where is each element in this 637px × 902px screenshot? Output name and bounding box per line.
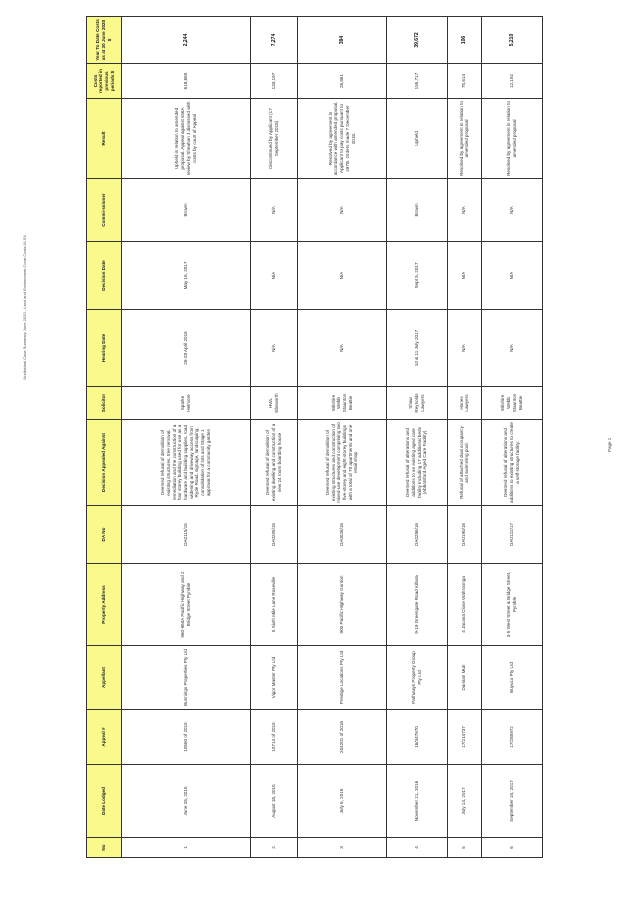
cell-result: Upheld: [386, 99, 447, 179]
cell-decision-appealed: Deemed refusal of alterations and additions to existing structures to create a self-storage facility.: [481, 420, 542, 506]
cell-appellant: Prestige Locations Pty Ltd: [298, 646, 386, 710]
cell-costs-previous: 12,192: [481, 64, 542, 99]
cell-date-lodged: July 6, 2016: [298, 765, 386, 838]
cell-hearing-date: N/A: [298, 310, 386, 387]
cell-solicitor: Hones Lawyers: [447, 387, 481, 420]
cell-ytd-costs: 7,274: [250, 17, 298, 64]
table-row: [122, 17, 251, 858]
cell-date-lodged: August 18, 2015: [250, 765, 298, 838]
header-result: Result: [87, 99, 122, 179]
header-appellant: Appellant: [87, 646, 122, 710]
cell-appellant: Pathways Property Group Pty Ltd: [386, 646, 447, 710]
cell-date-lodged: November 21, 2016: [386, 765, 447, 838]
header-decision-appealed: Decision Appealed Against: [87, 420, 122, 506]
cell-da-no: DA0026/16: [298, 506, 386, 564]
cell-commissioner: Brown: [386, 179, 447, 242]
cell-solicitor: Wilshire Webb Staunton Beattie: [481, 387, 542, 420]
cell-appellant: Damian Muir: [447, 646, 481, 710]
cell-result: Discontinued by Applicant (17 September 2018): [250, 99, 298, 179]
header-date-lodged: Date Lodged: [87, 765, 122, 838]
table-row: [481, 17, 542, 858]
cell-ytd-costs: 5,210: [481, 17, 542, 64]
cell-hearing-date: N/A: [447, 310, 481, 387]
cell-no: 5: [447, 838, 481, 858]
cell-no: 3: [298, 838, 386, 858]
cell-ytd-costs: 106: [447, 17, 481, 64]
cell-appeal: 10560 of 2015: [122, 710, 251, 765]
cell-ytd-costs: 2,244: [122, 17, 251, 64]
cell-decision-date: N/A: [250, 242, 298, 310]
table-row: [250, 17, 298, 858]
rotated-table-container: [86, 19, 543, 858]
cell-property-address: 5 Sixth Mile Lane Roseville: [250, 564, 298, 646]
document-file-header: \\Individual Case Summary June 2020 - Land and Environment Court Costs.XLSX: [22, 235, 27, 380]
cell-costs-previous: 133,197: [250, 64, 298, 99]
cell-result: Resolved by agreement in relation to amended proposal: [481, 99, 542, 179]
cell-commissioner: N/A: [298, 179, 386, 242]
cell-hearing-date: 26-28 April 2016: [122, 310, 251, 387]
cell-no: 4: [386, 838, 447, 858]
cell-appeal: 17/285972: [481, 710, 542, 765]
cell-appeal: 204201 of 2016: [298, 710, 386, 765]
cell-da-no: DA0190/16: [447, 506, 481, 564]
cell-commissioner: N/A: [250, 179, 298, 242]
table-row: [386, 17, 447, 858]
header-da-no: DA No: [87, 506, 122, 564]
cell-result: Resolved by agreement in relation to amended proposal: [447, 99, 481, 179]
cell-costs-previous: 618,660: [122, 64, 251, 99]
table-header-row: [87, 17, 122, 858]
cell-costs-previous: 26,861: [298, 64, 386, 99]
header-hearing-date: Hearing Date: [87, 310, 122, 387]
cell-date-lodged: July 14, 2017: [447, 765, 481, 838]
cell-costs-previous: 75,614: [447, 64, 481, 99]
cell-solicitor: Shaw Reynolds Lawyers: [386, 387, 447, 420]
cell-property-address: 900 Pacific Highway Gordon: [298, 564, 386, 646]
cell-ytd-costs: 394: [298, 17, 386, 64]
cell-appeal: 10714 of 2015: [250, 710, 298, 765]
header-appeal: Appeal #: [87, 710, 122, 765]
cell-decision-appealed: Deemed refusal of demolition of existing structures, tree removal, remediation and the construction of a four storey building used for use as a hardware and building supplies, road widening and driveway access from Ryde Road, signage, landscaping, consolidation of lots and Stage 1 approval for a community garden: [122, 420, 251, 506]
header-property-address: Property Address: [87, 564, 122, 646]
cell-da-no: DA0205/15: [250, 506, 298, 564]
header-costs-previous: Costs reported in previous periods $: [87, 64, 122, 99]
cell-appellant: Buyuco Pty Ltd: [481, 646, 542, 710]
cell-commissioner: N/A: [481, 179, 542, 242]
cell-appellant: Vigor Master Pty Ltd: [250, 646, 298, 710]
cell-result: Resolved by agreement in accordance with amended proposal. Applicant to pay costs pursuant to s97B. Orders made 7 December 2018.: [298, 99, 386, 179]
header-decision-date: Decision Date: [87, 242, 122, 310]
cell-solicitor: Wilshire Webb Staunton Beattie: [298, 387, 386, 420]
header-commissioner: Commi-ssioner: [87, 179, 122, 242]
header-ytd-costs: Year To Date Costs as at 30 June 2020 $: [87, 17, 122, 64]
cell-da-no: DA0122/17: [481, 506, 542, 564]
page-number: Page 1: [607, 437, 612, 452]
cell-no: 1: [122, 838, 251, 858]
table-row: [447, 17, 481, 858]
cell-result: Upheld in relation to amended proposal. Appeal against s56A review by Sheahan J dismissed with costs by court of Appeal: [122, 99, 251, 179]
cell-date-lodged: June 26, 2015: [122, 765, 251, 838]
cell-decision-date: May 16, 2017: [122, 242, 251, 310]
cell-hearing-date: N/A: [481, 310, 542, 387]
cell-ytd-costs: 39,672: [386, 17, 447, 64]
cell-commissioner: Brown: [122, 179, 251, 242]
table-row: [298, 17, 386, 858]
cell-property-address: 960-960A Pacific Highway and 2 Bridge Street Pymble: [122, 564, 251, 646]
cell-decision-date: N/A: [298, 242, 386, 310]
cell-da-no: DA0115/15: [122, 506, 251, 564]
cell-appellant: Bunnings Properties Pty Ltd: [122, 646, 251, 710]
cell-decision-date: Sept 5, 2017: [386, 242, 447, 310]
cell-decision-date: N/A: [447, 242, 481, 310]
cell-no: 6: [481, 838, 542, 858]
cell-decision-date: N/A: [481, 242, 542, 310]
cell-decision-appealed: Deemed refusal of demolition of existing structures and construction of mixed-use development comprising two five-storey and eight-storey buildings with a total of 70 apartments and one retail shop: [298, 420, 386, 506]
cell-costs-previous: 155,717: [386, 64, 447, 99]
cell-appeal: 16/347670: [386, 710, 447, 765]
cell-hearing-date: 10 & 11 July 2017: [386, 310, 447, 387]
cell-solicitor: Sparke Helmore: [122, 387, 251, 420]
cell-property-address: 3-5 West Street & Bridge Street, Pymble: [481, 564, 542, 646]
case-summary-table: [86, 16, 543, 858]
cell-solicitor: HWL Ebsworth: [250, 387, 298, 420]
cell-commissioner: N/A: [447, 179, 481, 242]
header-no: No: [87, 838, 122, 858]
cell-decision-appealed: Deemed refusal of demolition of existing dwelling and construction of a new 24 room boarding house: [250, 420, 298, 506]
cell-property-address: 4 Jacana Close Wahroonga: [447, 564, 481, 646]
cell-decision-appealed: Deemed refusal of alterations and additions to an existing aged care facility including 17 additional beds (Abbotsford Aged Care Facility): [386, 420, 447, 506]
cell-no: 2: [250, 838, 298, 858]
cell-property-address: 9-19 Greengate Road Killara: [386, 564, 447, 646]
header-solicitor: Solicitor: [87, 387, 122, 420]
cell-da-no: DA0286/16: [386, 506, 447, 564]
cell-date-lodged: September 15, 2017: [481, 765, 542, 838]
cell-hearing-date: N/A: [250, 310, 298, 387]
cell-appeal: 17/214737: [447, 710, 481, 765]
cell-decision-appealed: Refusal of attached dual occupancy and swimming pool.: [447, 420, 481, 506]
